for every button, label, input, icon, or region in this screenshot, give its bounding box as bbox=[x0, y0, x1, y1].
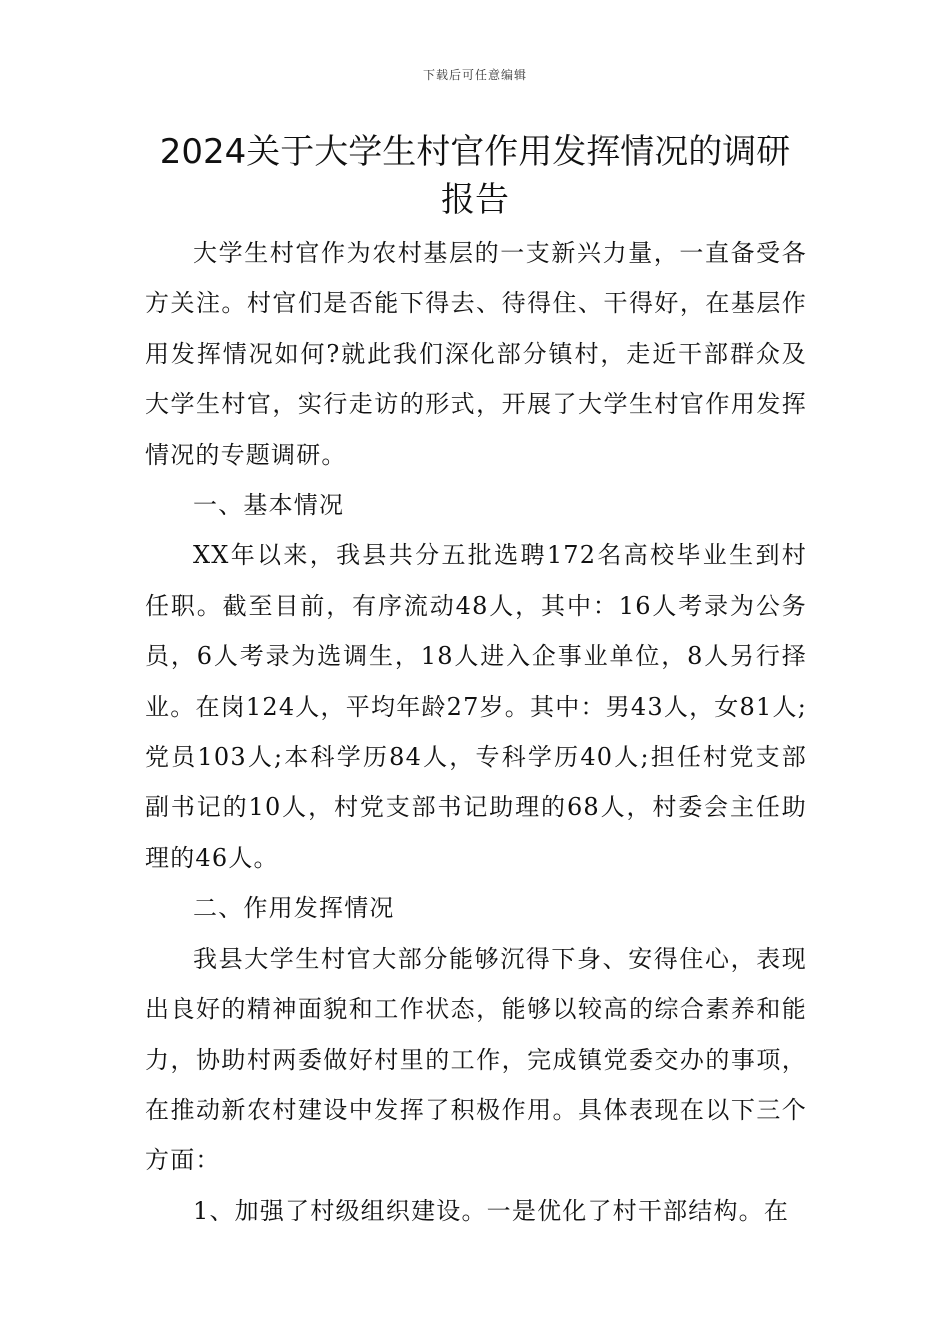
section-heading-role: 二、作用发挥情况 bbox=[193, 894, 395, 923]
item-1-paragraph: 1、加强了村级组织建设。一是优化了村干部结构。在 bbox=[193, 1196, 790, 1225]
document-title bbox=[140, 128, 810, 224]
section-heading-basic: 一、基本情况 bbox=[193, 491, 345, 520]
basic-info-paragraph: XX年以来，我县共分五批选聘172名高校毕业生到村任职。截至目前，有序流动48人，其中：16人考录为公务员，6人考录为选调生，18人进入企事业单位，8人另行择业。在岗124人，平均年龄27岁。其中：男43人，女81人;党员103人;本科学历84人，专科学历40人;担任村党支部副书记的10人，村党支部书记助理的68人，村委会主任助理的46人。 bbox=[145, 541, 807, 872]
document-body bbox=[145, 228, 807, 1236]
title-line-1: 2024关于大学生村官作用发挥情况的调研 bbox=[159, 132, 791, 172]
header-note: 下载后可任意编辑 bbox=[422, 68, 527, 82]
title-line-2: 报告 bbox=[441, 180, 509, 220]
role-paragraph: 我县大学生村官大部分能够沉得下身、安得住心，表现出良好的精神面貌和工作状态，能够以较高的综合素养和能力，协助村两委做好村里的工作，完成镇党委交办的事项，在推动新农村建设中发挥了积极作用。具体表现在以下三个方面： bbox=[145, 944, 807, 1175]
intro-paragraph: 大学生村官作为农村基层的一支新兴力量，一直备受各方关注。村官们是否能下得去、待得住、干得好，在基层作用发挥情况如何?就此我们深化部分镇村，走近干部群众及大学生村官，实行走访的形式，开展了大学生村官作用发挥情况的专题调研。 bbox=[145, 239, 807, 469]
